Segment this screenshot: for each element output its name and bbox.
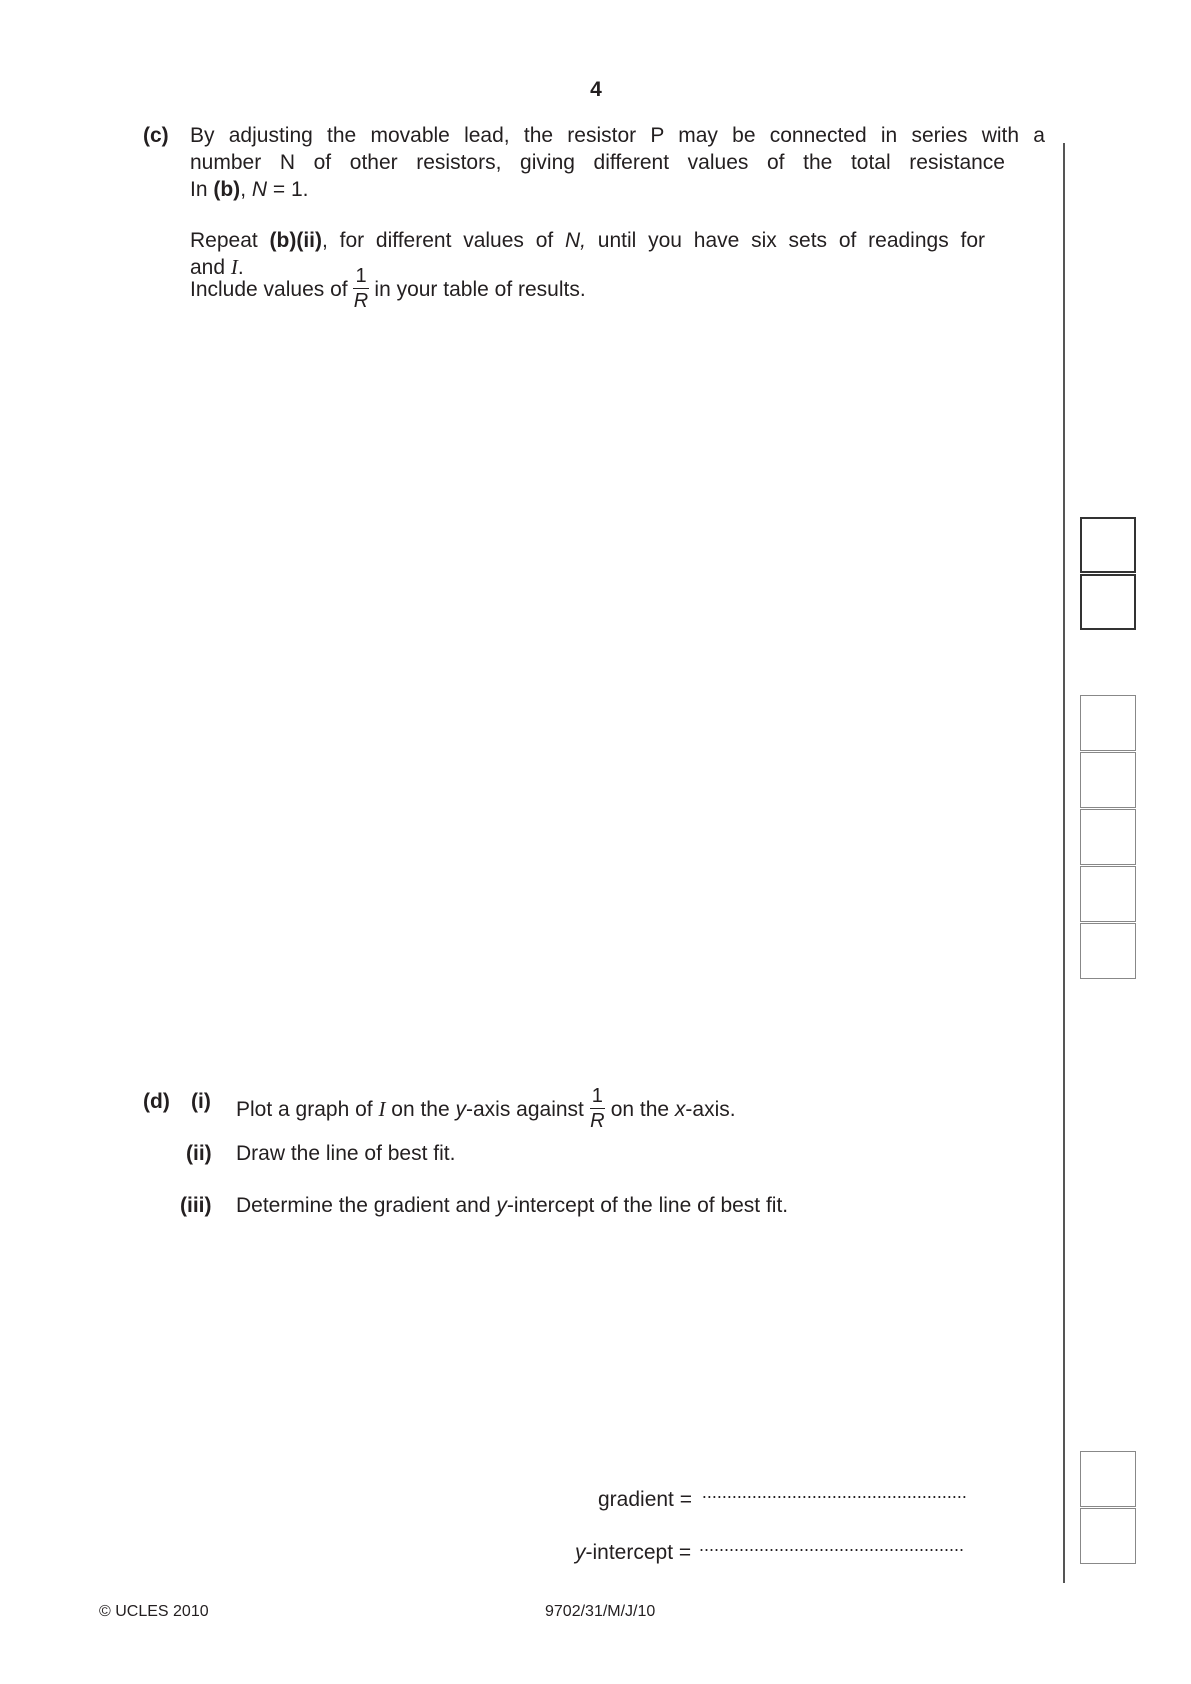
- page-number: 4: [590, 78, 602, 101]
- footer-copyright: © UCLES 2010: [99, 1603, 209, 1620]
- mark-box[interactable]: [1080, 1508, 1136, 1564]
- mark-box[interactable]: [1080, 809, 1136, 865]
- mark-box[interactable]: [1080, 695, 1136, 751]
- part-c-line-3: In (b), N = 1.: [190, 178, 309, 201]
- footer-paper-code: 9702/31/M/J/10: [545, 1603, 656, 1620]
- gradient-label: gradient =: [598, 1488, 692, 1511]
- part-c-text: [190, 122, 1045, 203]
- part-c-label: (c): [143, 124, 169, 147]
- intercept-answer-line: [575, 1532, 1033, 1566]
- mark-box[interactable]: [1080, 752, 1136, 808]
- part-d-i-label: (i): [191, 1090, 211, 1113]
- one-over-r-fraction: $\frac{1}{R}$: [590, 1085, 605, 1132]
- mark-box[interactable]: [1080, 866, 1136, 922]
- mark-box[interactable]: [1080, 923, 1136, 979]
- part-d-ii-label: (ii): [186, 1142, 212, 1165]
- part-d-label: (d): [143, 1090, 170, 1113]
- mark-box[interactable]: [1080, 574, 1136, 630]
- part-c-repeat-line: Repeat (b)(ii), for different values of N, until you have six sets of readings for: [190, 229, 985, 252]
- one-over-r-fraction: $\frac{1}{R}$: [353, 265, 369, 312]
- part-c-include: Include values of $\frac{1}{R}$ in your table of results.: [190, 265, 586, 312]
- part-d-ii-text: Draw the line of best fit.: [236, 1142, 456, 1165]
- part-c-line-1: By adjusting the movable lead, the resistor P may be connected in series with a: [190, 124, 1045, 147]
- part-d-iii-text: Determine the gradient and y-intercept of the line of best fit.: [236, 1194, 789, 1217]
- intercept-label: y-intercept =: [575, 1541, 692, 1564]
- intercept-answer-field[interactable]: .....................................................: [698, 1535, 965, 1555]
- part-c-line-2: number N of other resistors, giving different values of the total resistance: [190, 151, 1005, 174]
- margin-rule: [1063, 143, 1065, 1583]
- part-d-i-text: Plot a graph of I on the y-axis against $\frac{1}{R}$ on the x-axis.: [236, 1085, 736, 1132]
- gradient-answer-field[interactable]: .....................................................: [701, 1482, 967, 1502]
- part-c-and-line: and I.: [190, 255, 244, 279]
- mark-box[interactable]: [1080, 1451, 1136, 1507]
- part-d-iii-label: (iii): [180, 1194, 212, 1217]
- gradient-answer-line: [598, 1479, 1032, 1513]
- mark-box[interactable]: [1080, 517, 1136, 573]
